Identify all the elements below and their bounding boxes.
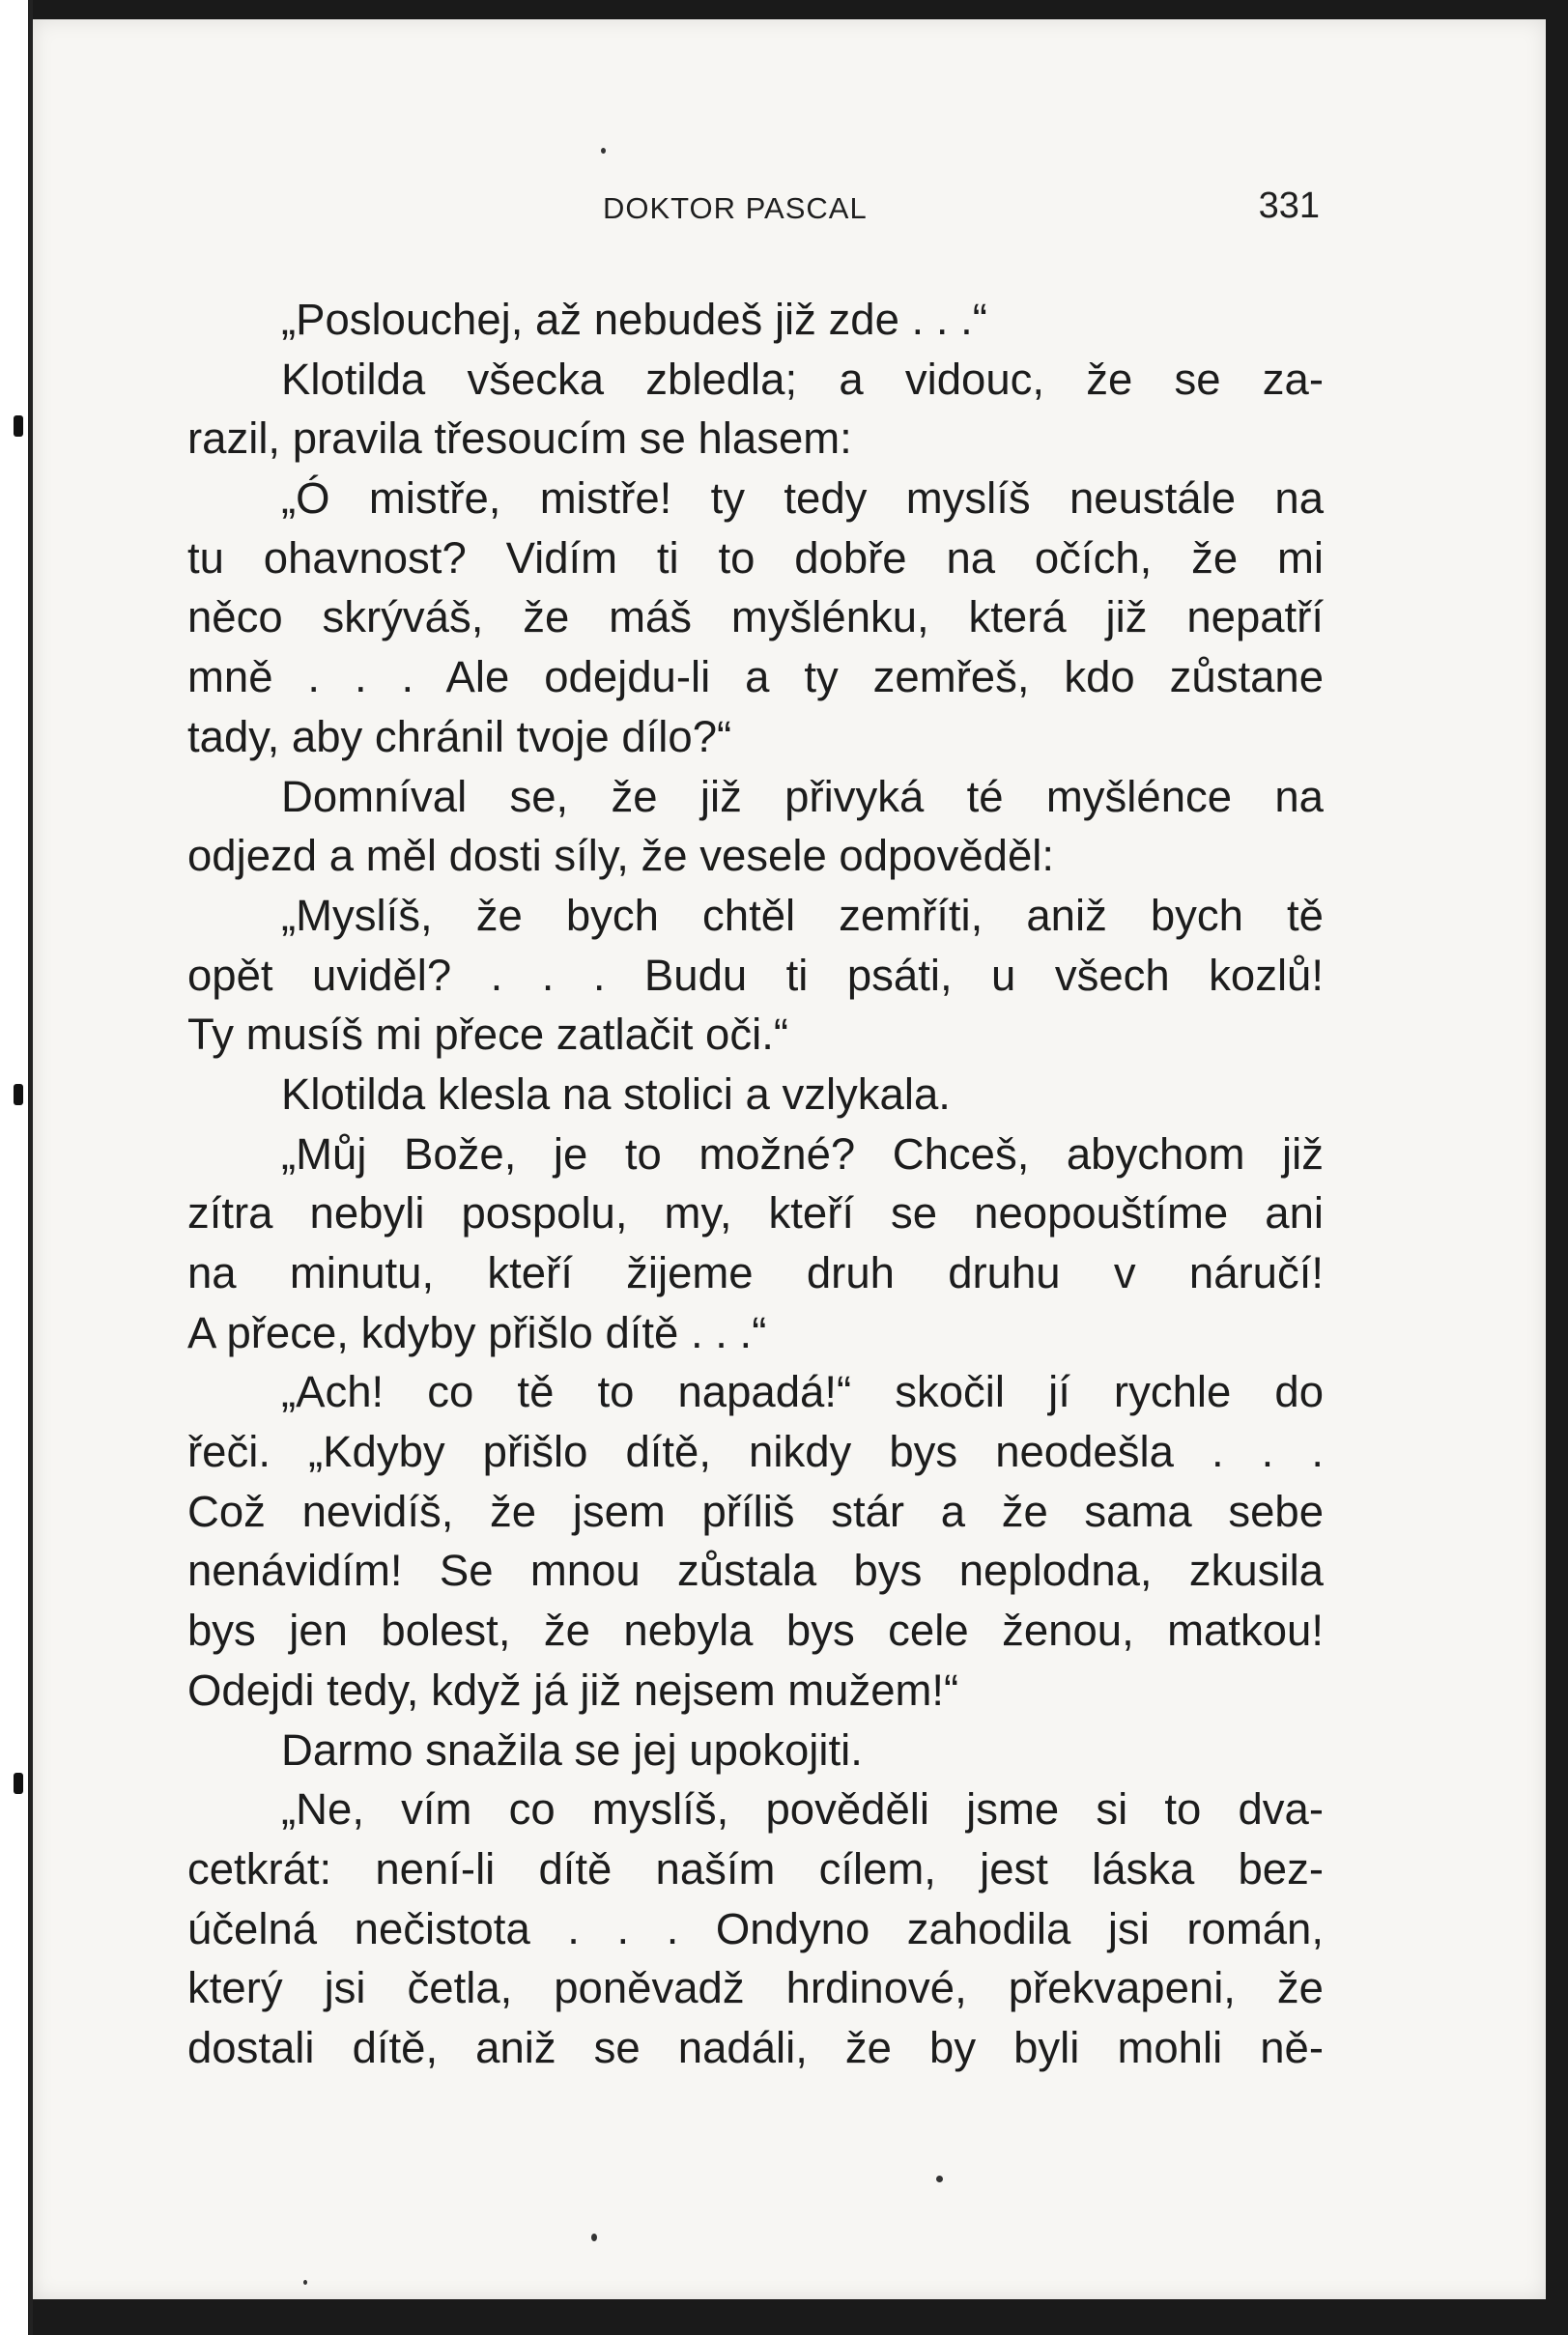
- text-line: Darmo snažila se jej upokojiti.: [281, 1724, 863, 1775]
- text-line: Ty musíš mi přece zatlačit oči.“: [187, 1010, 788, 1060]
- text-line: bys jen bolest, že nebyla bys cele ženou, matkou!: [187, 1606, 1324, 1656]
- text-line: tady, aby chránil tvoje dílo?“: [187, 711, 732, 761]
- print-speck: [591, 2234, 597, 2241]
- text-line: cetkrát: není-li dítě naším cílem, jest láska bez-: [187, 1843, 1324, 1894]
- print-speck: [303, 2280, 307, 2285]
- text-line: účelná nečistota . . . Ondyno zahodila jsi román,: [187, 1903, 1324, 1953]
- spine-mark: [14, 1773, 23, 1794]
- text-line: mně . . . Ale odejdu-li a ty zemřeš, kdo zůstane: [187, 652, 1324, 702]
- running-title: DOKTOR PASCAL: [603, 191, 868, 225]
- text-line: dostali dítě, aniž se nadáli, že by byli mohli ně-: [187, 2022, 1324, 2072]
- text-line: Což nevidíš, že jsem příliš stár a že sama sebe: [187, 1486, 1324, 1536]
- text-line: Domníval se, že již přivyká té myšlénce na: [281, 771, 1324, 821]
- page-header: [603, 185, 1320, 240]
- text-line: opět uviděl? . . . Budu ti psáti, u všech kozlů!: [187, 950, 1324, 1000]
- page-number: 331: [1258, 185, 1320, 226]
- spine-mark: [14, 415, 23, 437]
- text-line: nenávidím! Se mnou zůstala bys neplodna, zkusila: [187, 1546, 1324, 1596]
- book-page: [33, 19, 1546, 2299]
- text-line: A přece, kdyby přišlo dítě . . .“: [187, 1307, 767, 1357]
- text-line: řeči. „Kdyby přišlo dítě, nikdy bys neodešla . . .: [187, 1427, 1324, 1477]
- print-speck: [601, 148, 606, 154]
- text-line: na minutu, kteří žijeme druh druhu v náručí!: [187, 1248, 1324, 1297]
- spine-mark: [14, 1084, 23, 1105]
- text-line: zítra nebyli pospolu, my, kteří se neopouštíme ani: [187, 1188, 1324, 1239]
- text-line: Klotilda všecka zbledla; a vidouc, že se za-: [281, 354, 1324, 404]
- text-line: odjezd a měl dosti síly, že vesele odpověděl:: [187, 831, 1055, 881]
- text-line: Klotilda klesla na stolici a vzlykala.: [281, 1068, 951, 1119]
- text-line: „Myslíš, že bych chtěl zemříti, aniž bych tě: [281, 890, 1324, 940]
- text-line: „Poslouchej, až nebudeš již zde . . .“: [281, 295, 987, 344]
- text-line: tu ohavnost? Vidím ti to dobře na očích, že mi: [187, 532, 1324, 583]
- text-line: „Můj Bože, je to možné? Chceš, abychom již: [281, 1128, 1324, 1179]
- text-line: něco skrýváš, že máš myšlénku, která již nepatří: [187, 592, 1324, 642]
- text-line: „Ach! co tě to napadá!“ skočil jí rychle do: [281, 1367, 1324, 1417]
- body-text: [187, 290, 1324, 2078]
- print-speck: [936, 2176, 943, 2182]
- text-line: razil, pravila třesoucím se hlasem:: [187, 413, 852, 464]
- page-spine-edge: [0, 0, 33, 2335]
- text-line: „Ó mistře, mistře! ty tedy myslíš neustále na: [281, 473, 1324, 524]
- text-line: „Ne, vím co myslíš, pověděli jsme si to dva-: [281, 1784, 1324, 1835]
- text-line: který jsi četla, poněvadž hrdinové, překvapeni, že: [187, 1963, 1324, 2013]
- text-line: Odejdi tedy, když já již nejsem mužem!“: [187, 1665, 959, 1715]
